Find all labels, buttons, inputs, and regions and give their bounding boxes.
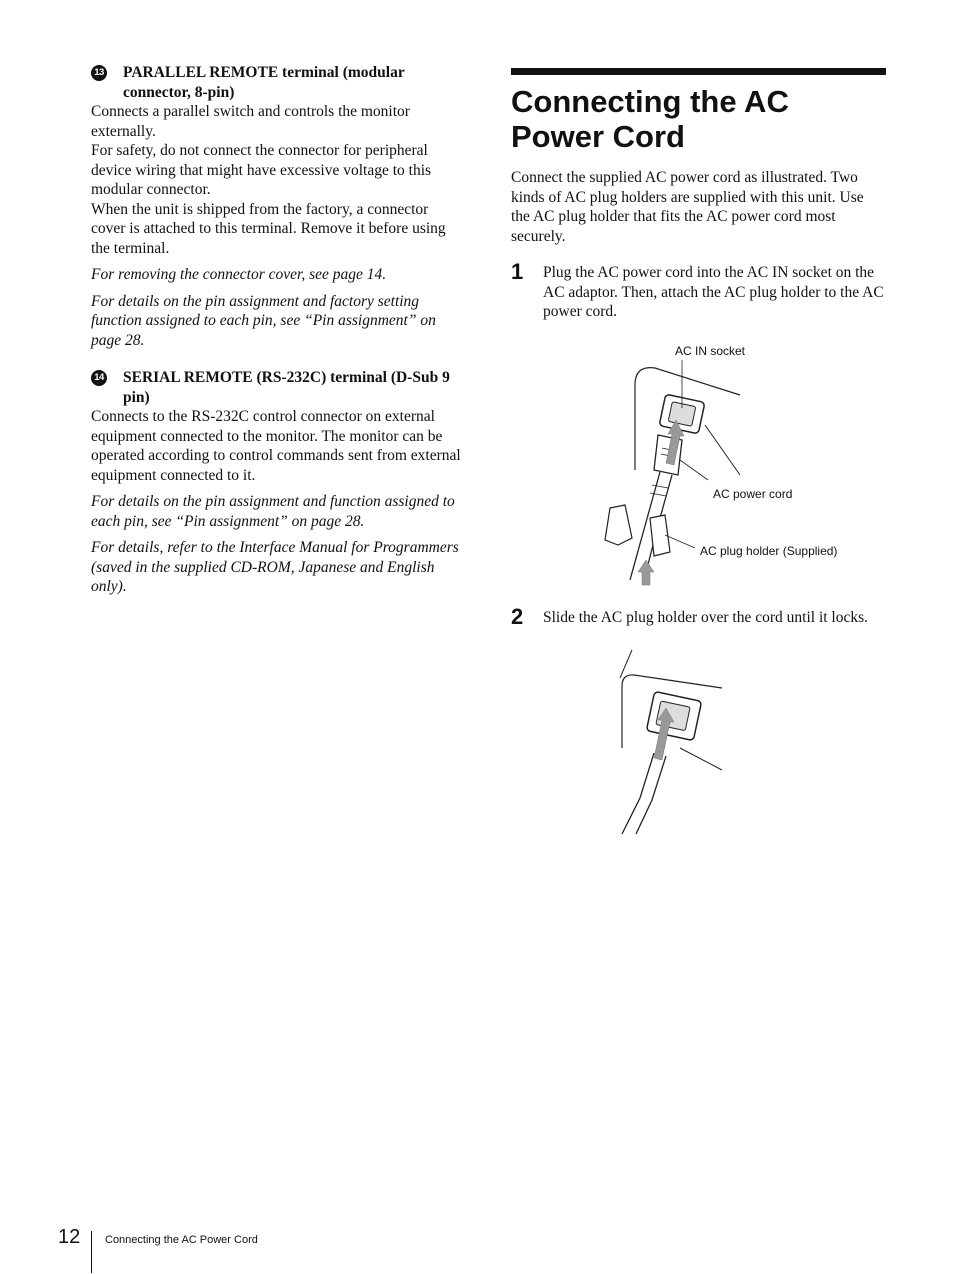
step-1-number: 1: [511, 259, 524, 284]
item-13-heading-text: PARALLEL REMOTE terminal (modular connector, 8-pin): [123, 64, 405, 101]
footer-divider: [91, 1231, 92, 1273]
step-1-text: Plug the AC power cord into the AC IN socket on the AC adaptor. Then, attach the AC plug holder to the AC power cord.: [543, 264, 884, 320]
item-13-paragraph-2: For safety, do not connect the connector for peripheral device wiring that might have excessive voltage to this modular connector.: [91, 142, 432, 198]
step-2-text: Slide the AC plug holder over the cord until it locks.: [543, 609, 869, 626]
item-14-note-1: For details on the pin assignment and function assigned to each pin, see “Pin assignment” on page 28.: [91, 493, 455, 530]
intro-paragraph: Connect the supplied AC power cord as illustrated. Two kinds of AC plug holders are supplied with this unit. Use the AC plug holder that fits the AC power cord most securely.: [511, 169, 864, 245]
item-14-heading-text: SERIAL REMOTE (RS-232C) terminal (D-Sub 9 pin): [123, 369, 450, 406]
item-13-paragraph-3: When the unit is shipped from the factory, a connector cover is attached to this terminal. Remove it before using the terminal.: [91, 200, 446, 257]
label-ac-plug-holder: AC plug holder (Supplied): [700, 544, 838, 558]
item-13-note-2: For details on the pin assignment and factory setting function assigned to each pin, see “Pin assignment” on page 28.: [91, 292, 436, 349]
step-2-number: 2: [511, 604, 524, 629]
item-13-note-1: For removing the connector cover, see page 14.: [91, 266, 387, 283]
item-13-badge: 13: [91, 65, 107, 81]
item-14-heading: [91, 368, 466, 407]
step-2: [511, 604, 923, 629]
ac-plug-locked-illustration: [610, 648, 730, 838]
page-title: Connecting the AC Power Cord: [511, 84, 789, 154]
item-13-heading: [91, 63, 466, 102]
left-column: [91, 63, 466, 597]
footer-section-title: Connecting the AC Power Cord: [105, 1234, 258, 1246]
figure-2: [610, 648, 730, 838]
label-ac-in-socket: AC IN socket: [675, 344, 746, 358]
step-1: [511, 259, 886, 322]
figure-1: [590, 340, 890, 590]
page-number: 12: [58, 1226, 81, 1248]
item-14-paragraph-1: Connects to the RS-232C control connector on external equipment connected to the monitor. The monitor can be operated according to control commands sent from external equipment connected to it.: [91, 408, 461, 484]
title-rule: [511, 68, 886, 75]
label-ac-power-cord: AC power cord: [713, 487, 793, 501]
item-14-note-2: For details, refer to the Interface Manual for Programmers (saved in the supplied CD-ROM, Japanese and English only).: [91, 539, 459, 595]
item-13-paragraph-1: Connects a parallel switch and controls the monitor externally.: [91, 103, 410, 140]
item-14-badge: 14: [91, 370, 107, 386]
right-column: [511, 68, 886, 322]
